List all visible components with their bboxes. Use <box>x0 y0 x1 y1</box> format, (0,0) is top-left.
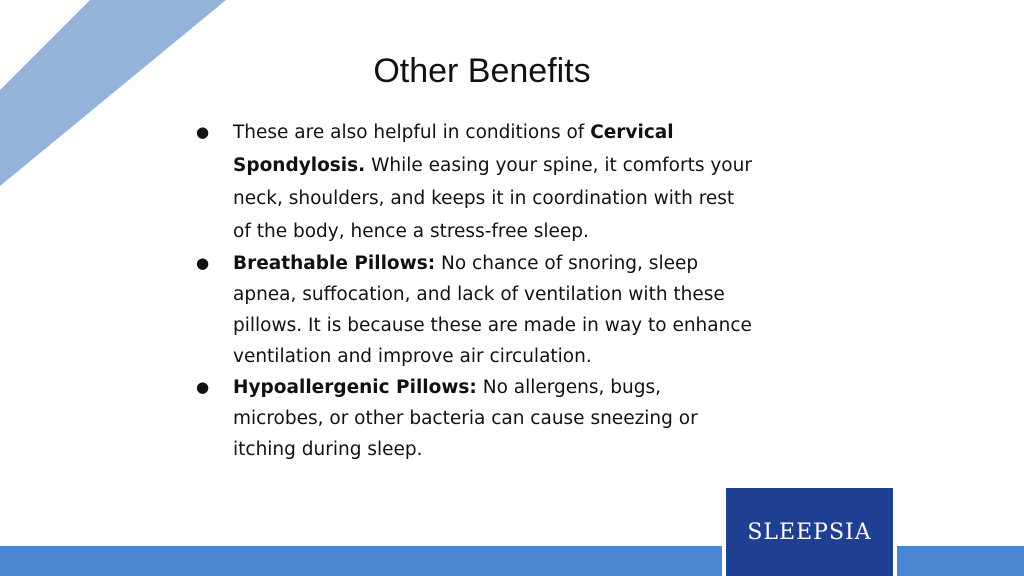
slide-title: Other Benefits <box>373 52 591 90</box>
list-item <box>196 116 756 248</box>
list-item <box>196 372 756 465</box>
bullet-text-bold: Cervical Spondylosis. <box>233 122 674 176</box>
bullet-text-bold: Hypoallergenic Pillows: <box>233 377 477 398</box>
bullet-text-post: No allergens, bugs, microbes, or other bacteria can cause sneezing or itching during sleep. <box>233 377 698 460</box>
bullet-icon: ● <box>196 378 210 396</box>
benefits-list <box>196 116 756 465</box>
bullet-text-bold: Breathable Pillows: <box>233 253 436 274</box>
bullet-text-post: While easing your spine, it comforts your neck, shoulders, and keeps it in coordination with rest of the body, hence a stress-free sleep. <box>233 155 752 242</box>
bullet-text-pre: These are also helpful in conditions of <box>233 122 591 143</box>
bullet-icon: ● <box>196 123 210 141</box>
bar-divider <box>893 546 897 576</box>
bullet-icon: ● <box>196 254 210 272</box>
list-item <box>196 248 756 372</box>
logo-text: SLEEPSIA <box>747 519 872 545</box>
sleepsia-logo <box>726 488 893 576</box>
bullet-text-post: No chance of snoring, sleep apnea, suffocation, and lack of ventilation with these pillows. It is because these are made in way to enhance ventilation and improve air circulation. <box>233 253 752 367</box>
